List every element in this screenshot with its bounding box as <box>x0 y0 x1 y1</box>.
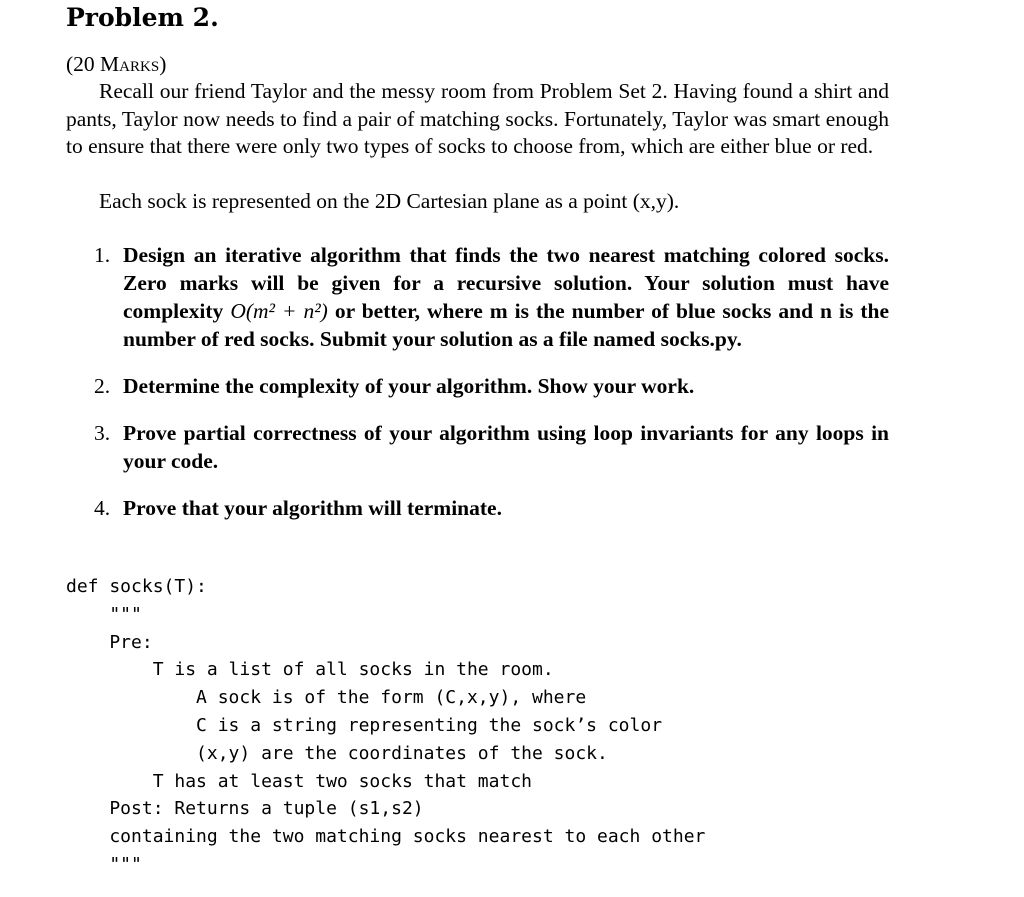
question-number: 4. <box>94 496 111 520</box>
code-line: T is a list of all socks in the room. <box>66 659 554 681</box>
code-line: Post: Returns a tuple (s1,s2) <box>66 798 424 820</box>
question-text: Prove partial correctness of your algorithm using loop invariants for any loops in your code. <box>123 421 889 473</box>
question-text <box>123 241 889 353</box>
question-item <box>66 419 889 475</box>
problem-title: Problem 2. <box>66 3 219 32</box>
question-list <box>66 241 889 541</box>
question-number: 2. <box>94 374 111 398</box>
marks-word: Marks <box>100 52 160 76</box>
code-line: containing the two matching socks nearest to each other <box>66 826 706 848</box>
question-item <box>66 372 889 400</box>
code-block <box>66 573 705 879</box>
plane-paragraph: Each sock is represented on the 2D Cartesian plane as a point (x,y). <box>99 189 680 213</box>
question-number: 3. <box>94 421 111 445</box>
question-text: Determine the complexity of your algorithm. Show your work. <box>123 374 695 398</box>
question-text-post: or better, where m is the number of blue socks and n is the number of red socks. Submit your solution as a file named socks.py. <box>123 299 889 351</box>
question-number: 1. <box>94 243 111 267</box>
question-text-pre: Design an iterative algorithm that finds the two nearest matching colored socks. Zero marks will be given for a recursive solution. Your solution must have complexity <box>123 243 889 323</box>
complexity-formula: O(m² + n²) <box>230 299 328 323</box>
marks-label <box>66 51 889 79</box>
code-line: """ <box>66 603 142 625</box>
code-line: def socks(T): <box>66 576 207 597</box>
code-line: T has at least two socks that match <box>66 770 532 792</box>
marks-close: ) <box>159 52 167 76</box>
code-line: C is a string representing the sock’s color <box>66 714 663 736</box>
question-text: Prove that your algorithm will terminate. <box>123 496 502 520</box>
code-line: (x,y) are the coordinates of the sock. <box>66 742 608 764</box>
question-item <box>66 494 889 522</box>
marks-open: (20 <box>66 52 101 76</box>
question-item <box>66 241 889 353</box>
code-line: """ <box>66 853 142 875</box>
code-line: Pre: <box>66 631 153 653</box>
intro-paragraph: Recall our friend Taylor and the messy room from Problem Set 2. Having found a shirt and pants, Taylor now needs to find a pair of matching socks. Fortunately, Taylor was smart enough to ensure that there were only two types of socks to choose from, which are either blue or red. <box>66 79 889 158</box>
code-line: A sock is of the form (C,x,y), where <box>66 687 587 709</box>
